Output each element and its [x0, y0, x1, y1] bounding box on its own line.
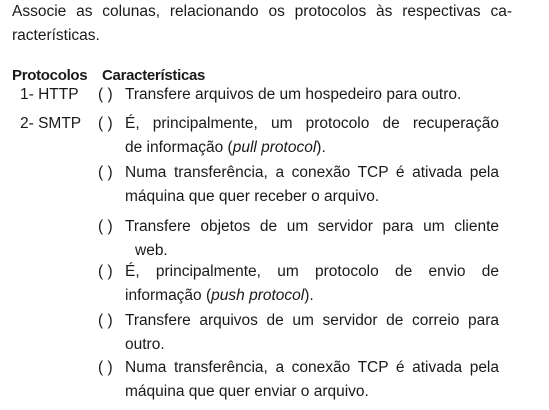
protocol-smtp: 2- SMTP: [20, 115, 82, 132]
characteristic-3: [125, 161, 499, 209]
characteristic-5-line-2: [125, 284, 499, 308]
characteristic-2-line-2-italic: pull protocol: [232, 139, 317, 156]
answer-blank-2[interactable]: ( ): [98, 115, 113, 132]
characteristic-2-line-1: É, principalmente, um protocolo de recuperação: [125, 115, 499, 132]
characteristic-5-line-2-post: ).: [304, 287, 314, 304]
instruction-line-2: racterísticas.: [12, 27, 100, 44]
characteristic-4: [125, 215, 499, 263]
characteristic-3-line-1: Numa transferência, a conexão TCP é ativada pela: [125, 164, 499, 181]
characteristic-6: [125, 309, 499, 357]
characteristics-column-header: Características: [102, 67, 206, 84]
characteristic-5-line-1: É, principalmente, um protocolo de envio de: [125, 263, 499, 280]
characteristic-1-line-1: Transfere arquivos de um hospedeiro para outro.: [125, 86, 462, 103]
characteristic-7-line-2: máquina que quer enviar o arquivo.: [125, 383, 369, 400]
characteristic-6-line-1: Transfere arquivos de um servidor de correio para: [125, 312, 499, 329]
instruction-line-1: Associe as colunas, relacionando os protocolos às respectivas ca-: [12, 3, 512, 20]
characteristic-5-line-2-italic: push protocol: [211, 287, 305, 304]
protocol-http: 1- HTTP: [20, 86, 79, 103]
protocols-column-header: Protocolos: [12, 67, 88, 84]
answer-blank-3[interactable]: ( ): [98, 164, 113, 181]
characteristic-5: [125, 260, 499, 308]
answer-blank-4[interactable]: ( ): [98, 218, 113, 235]
characteristic-6-line-2: outro.: [125, 336, 165, 353]
answer-blank-5[interactable]: ( ): [98, 263, 113, 280]
characteristic-2-line-2-pre: de informação (: [125, 139, 233, 156]
answer-blank-7[interactable]: ( ): [98, 359, 113, 376]
characteristic-4-line-1: Transfere objetos de um servidor para um cliente: [125, 218, 499, 235]
characteristic-5-line-2-pre: informação (: [125, 287, 212, 304]
answer-blank-6[interactable]: ( ): [98, 312, 113, 329]
characteristic-4-line-2: web.: [135, 242, 168, 259]
characteristic-2-line-2: [125, 136, 499, 160]
instruction-text: [12, 0, 512, 48]
characteristic-1: [125, 83, 499, 107]
characteristic-7: [125, 356, 499, 404]
characteristic-2-line-2-post: ).: [316, 139, 326, 156]
characteristic-3-line-2: máquina que quer receber o arquivo.: [125, 188, 380, 205]
characteristic-2: [125, 112, 499, 160]
characteristic-7-line-1: Numa transferência, a conexão TCP é ativada pela: [125, 359, 499, 376]
answer-blank-1[interactable]: ( ): [98, 86, 113, 103]
